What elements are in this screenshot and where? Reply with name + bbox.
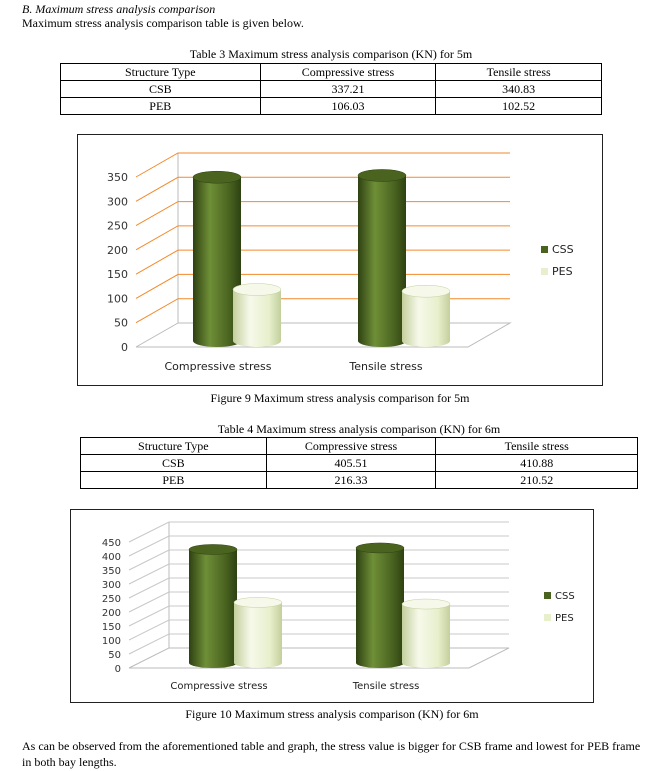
table-header-row [61, 64, 602, 81]
chart1-legend-label-css: CSS [552, 243, 574, 256]
table3-caption: Table 3 Maximum stress analysis comparison (KN) for 5m [189, 47, 473, 61]
chart2-y-tick-label: 250 [101, 594, 121, 605]
table-cell: 337.21 [260, 81, 436, 98]
chart2-bar-css [356, 543, 404, 668]
table4-caption: Table 4 Maximum stress analysis comparison (KN) for 6m [217, 422, 501, 436]
table-cell: PEB [81, 472, 267, 489]
chart1-gridline [136, 202, 510, 226]
chart1-bar-pes [233, 283, 281, 347]
table-header-row [81, 438, 638, 455]
figure9-chart [77, 134, 603, 386]
chart1-y-tick-label: 300 [107, 195, 128, 209]
section-heading: B. Maximum stress analysis comparison [22, 2, 216, 16]
table-header-cell: Compressive stress [260, 64, 436, 81]
table-row [61, 81, 602, 98]
chart1-gridline [136, 153, 510, 177]
chart2-legend-swatch-pes [544, 614, 551, 621]
chart2-gridline [129, 606, 509, 626]
chart2-y-tick-label: 150 [101, 622, 121, 633]
chart2-gridline [129, 564, 509, 584]
chart2-gridline [129, 634, 509, 654]
chart1-legend-label-pes: PES [552, 265, 573, 278]
chart2-y-tick-label: 0 [114, 664, 121, 675]
chart2-y-tick-label: 100 [101, 636, 121, 647]
chart1-gridline [136, 177, 510, 201]
table-row [81, 455, 638, 472]
figure9-caption: Figure 9 Maximum stress analysis comparison for 5m [210, 391, 470, 405]
chart2-legend-label-pes: PES [555, 613, 574, 624]
figure10-caption: Figure 10 Maximum stress analysis comparison (KN) for 6m [185, 707, 479, 721]
figure9-chart-svg [78, 135, 602, 385]
table-cell: 405.51 [266, 455, 436, 472]
chart2-y-tick-label: 450 [101, 538, 121, 549]
chart2-gridline [129, 578, 509, 598]
chart1-legend-swatch-pes [541, 268, 548, 275]
figure10-chart [70, 509, 594, 703]
chart1-y-tick-label: 100 [107, 292, 128, 306]
chart1-bar-css [358, 169, 406, 347]
chart1-y-tick-label: 350 [107, 171, 128, 184]
chart2-legend-label-css: CSS [555, 591, 575, 602]
chart1-gridline [136, 250, 510, 274]
chart1-y-tick-label: 150 [107, 268, 128, 282]
chart2-bar-css [189, 544, 237, 668]
table-cell: PEB [61, 98, 261, 115]
table-header-cell: Compressive stress [266, 438, 436, 455]
table-cell: 102.52 [436, 98, 602, 115]
table-header-cell: Tensile stress [436, 64, 602, 81]
chart1-x-tick-label: Compressive stress [164, 360, 272, 373]
chart2-legend-swatch-css [544, 592, 551, 599]
table-cell: CSB [61, 81, 261, 98]
chart2-x-tick-label: Compressive stress [170, 681, 268, 692]
chart1-gridline [136, 226, 510, 250]
chart2-y-tick-label: 50 [108, 650, 121, 661]
table-cell: 210.52 [436, 472, 638, 489]
table-cell: 410.88 [436, 455, 638, 472]
table-row [61, 98, 602, 115]
table-cell: 216.33 [266, 472, 436, 489]
figure10-chart-svg [71, 510, 593, 702]
chart1-y-tick-label: 50 [114, 316, 128, 330]
chart2-y-tick-label: 300 [101, 580, 121, 591]
table-cell: CSB [81, 455, 267, 472]
chart1-gridline [136, 274, 510, 298]
table3 [60, 63, 602, 115]
chart1-bar-pes [402, 285, 450, 347]
chart1-gridline [136, 299, 510, 323]
chart2-gridline [129, 592, 509, 612]
section-intro: Maximum stress analysis comparison table is given below. [22, 16, 304, 30]
table-row [81, 472, 638, 489]
chart1-y-tick-label: 200 [107, 243, 128, 257]
table-header-cell: Structure Type [81, 438, 267, 455]
table4 [80, 437, 638, 489]
chart2-floor [129, 648, 509, 668]
chart1-floor [136, 323, 510, 347]
table-header-cell: Tensile stress [436, 438, 638, 455]
chart1-x-tick-label: Tensile stress [349, 360, 423, 373]
chart2-gridline [129, 536, 509, 556]
chart2-y-tick-label: 350 [101, 566, 121, 577]
table-cell: 340.83 [436, 81, 602, 98]
chart1-legend-swatch-css [541, 246, 548, 253]
chart1-back-wall [136, 153, 178, 347]
table-cell: 106.03 [260, 98, 436, 115]
conclusion-paragraph: As can be observed from the aforementioned table and graph, the stress value is bigger for CSB frame and lowest for PEB frame in both bay lengths. [22, 739, 641, 769]
chart2-x-tick-label: Tensile stress [352, 681, 420, 692]
chart1-y-tick-label: 0 [121, 341, 128, 354]
chart2-gridline [129, 550, 509, 570]
chart2-gridline [129, 522, 509, 542]
chart2-y-tick-label: 200 [101, 608, 121, 619]
chart2-gridline [129, 620, 509, 640]
chart2-y-tick-label: 400 [101, 552, 121, 563]
table-header-cell: Structure Type [61, 64, 261, 81]
chart1-y-tick-label: 250 [107, 219, 128, 233]
chart2-bar-pes [402, 599, 450, 668]
chart2-bar-pes [234, 597, 282, 668]
